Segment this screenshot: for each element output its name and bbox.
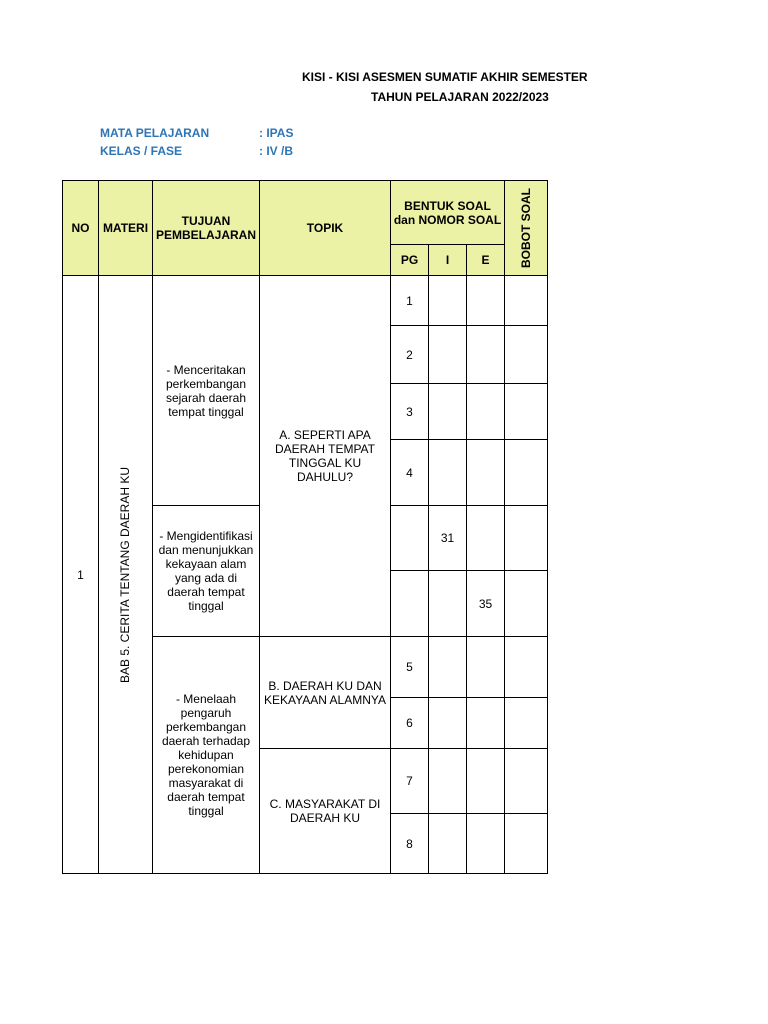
table-cell-bobot [504,383,548,440]
table-cell-pg: 6 [390,697,429,749]
header-bobot: BOBOT SOAL [519,188,533,268]
header-pg: PG [390,244,429,276]
table-cell-e [466,813,505,874]
table-cell-i [428,439,467,506]
document-title: KISI - KISI ASESMEN SUMATIF AKHIR SEMESTER [302,70,588,84]
materi-text: BAB 5. CERITA TENTANG DAERAH KU [118,466,133,683]
tujuan-cell-1: - Menceritakan perkembangan sejarah daerah tempat tinggal [152,275,260,506]
table-cell-bobot [504,813,548,874]
table-cell-e [466,697,505,749]
header-topik: TOPIK [259,180,391,276]
table-cell-pg: 1 [390,275,429,326]
document-subtitle: TAHUN PELAJARAN 2022/2023 [371,90,549,104]
table-cell-e [466,636,505,698]
header-i: I [428,244,467,276]
header-bentuk-soal: BENTUK SOAL dan NOMOR SOAL [390,180,505,245]
table-cell-e [466,383,505,440]
class-label: KELAS / FASE [100,144,183,158]
subject-label: MATA PELAJARAN [100,126,210,140]
table-cell-pg: 3 [390,383,429,440]
table-cell-e [466,439,505,506]
table-cell-bobot [504,275,548,326]
header-tujuan: TUJUAN PEMBELAJARAN [152,180,260,276]
class-value: : IV /B [259,144,294,158]
table-cell-pg: 7 [390,748,429,814]
table-cell-pg [390,505,429,571]
table-cell-i [428,570,467,637]
table-cell-pg [390,570,429,637]
table-cell-i [428,325,467,384]
table-cell-i [428,813,467,874]
topik-cell-b: B. DAERAH KU DAN KEKAYAAN ALAMNYA [259,636,391,749]
table-cell-i [428,748,467,814]
table-cell-e [466,505,505,571]
table-cell-i: 31 [428,505,467,571]
tujuan-cell-3: - Menelaah pengaruh perkembangan daerah terhadap kehidupan perekonomian masyarakat di daerah tempat tinggal [152,636,260,874]
table-cell-i [428,697,467,749]
table-cell-bobot [504,748,548,814]
table-cell-pg: 5 [390,636,429,698]
subject-value: : IPAS [259,126,294,140]
table-cell-bobot [504,439,548,506]
table-cell-bobot [504,325,548,384]
topik-cell-c: C. MASYARAKAT DI DAERAH KU [259,748,391,874]
table-cell-pg: 2 [390,325,429,384]
no-cell: 1 [62,275,99,874]
table-cell-pg: 8 [390,813,429,874]
table-cell-e: 35 [466,570,505,637]
header-bobot-cell [504,180,548,276]
table-cell-i [428,275,467,326]
header-materi: MATERI [98,180,153,276]
tujuan-cell-2: - Mengidentifikasi dan menunjukkan kekayaan alam yang ada di daerah tempat tinggal [152,505,260,637]
table-cell-bobot [504,570,548,637]
table-cell-bobot [504,636,548,698]
table-cell-e [466,275,505,326]
table-cell-i [428,383,467,440]
table-cell-bobot [504,505,548,571]
materi-cell [98,275,153,874]
topik-cell-a: A. SEPERTI APA DAERAH TEMPAT TINGGAL KU DAHULU? [259,275,391,637]
header-e: E [466,244,505,276]
header-no: NO [62,180,99,276]
table-cell-pg: 4 [390,439,429,506]
table-cell-e [466,325,505,384]
table-cell-bobot [504,697,548,749]
table-cell-e [466,748,505,814]
table-cell-i [428,636,467,698]
